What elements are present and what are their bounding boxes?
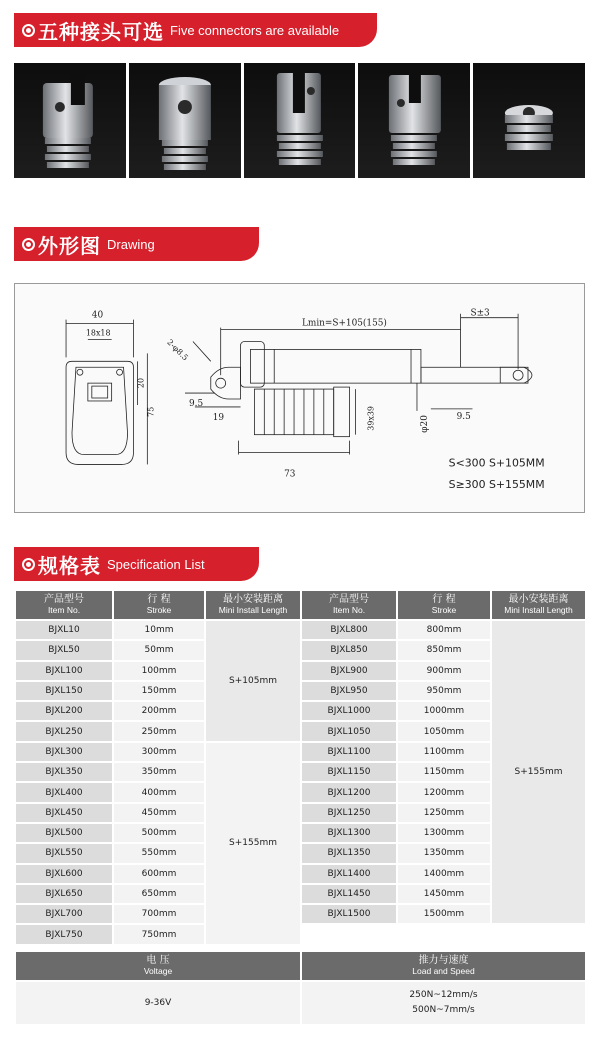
spec-banner <box>14 547 259 581</box>
header-load: 推力与速度 Load and Speed <box>302 952 585 980</box>
stroke-cell: 1450mm <box>398 885 490 903</box>
item-cell: BJXL250 <box>16 722 112 740</box>
drawing-title-cn: 外形图 <box>38 233 101 258</box>
item-cell: BJXL650 <box>16 885 112 903</box>
empty-cell <box>302 925 490 943</box>
stroke-cell: 450mm <box>114 804 204 822</box>
stroke-cell: 700mm <box>114 905 204 923</box>
note-line-2: S≥300 S+155MM <box>448 478 545 492</box>
stroke-cell: 950mm <box>398 682 490 700</box>
stroke-cell: 850mm <box>398 641 490 659</box>
stroke-cell: 1000mm <box>398 702 490 720</box>
header-stroke-right: 行 程 Stroke <box>398 591 490 619</box>
dim-lmin: Lmin=S+105(155) <box>301 318 387 329</box>
connector-photo-nut <box>473 63 585 178</box>
table-row <box>16 925 585 943</box>
dim-75: 75 <box>146 406 156 417</box>
item-cell: BJXL1300 <box>302 824 396 842</box>
end-view <box>66 320 147 465</box>
dim-chamfer: 2-φ8.5 <box>165 337 190 363</box>
item-cell: BJXL450 <box>16 804 112 822</box>
stroke-cell: 50mm <box>114 641 204 659</box>
stroke-cell: 750mm <box>114 925 204 943</box>
item-cell: BJXL550 <box>16 844 112 862</box>
dim-phi20: φ20 <box>419 415 430 433</box>
item-cell: BJXL1400 <box>302 865 396 883</box>
install-long-left-cell: S+155mm <box>206 743 300 944</box>
stroke-cell: 10mm <box>114 621 204 639</box>
note-line-1: S<300 S+105MM <box>448 456 545 470</box>
load-values <box>302 982 585 1024</box>
item-cell: BJXL300 <box>16 743 112 761</box>
item-cell: BJXL1450 <box>302 885 396 903</box>
stroke-cell: 1050mm <box>398 722 490 740</box>
connectors-title-cn: 五种接头可选 <box>38 19 164 44</box>
stroke-cell: 350mm <box>114 763 204 781</box>
install-short-cell: S+105mm <box>206 621 300 741</box>
stroke-cell: 100mm <box>114 662 204 680</box>
stroke-cell: 1100mm <box>398 743 490 761</box>
bullet-circle-icon <box>22 238 35 251</box>
stroke-cell: 1400mm <box>398 865 490 883</box>
item-cell: BJXL1150 <box>302 763 396 781</box>
item-cell: BJXL1050 <box>302 722 396 740</box>
header-item-right: 产品型号 Item No. <box>302 591 396 619</box>
item-cell: BJXL50 <box>16 641 112 659</box>
item-cell: BJXL1200 <box>302 783 396 801</box>
stroke-cell: 800mm <box>398 621 490 639</box>
bullet-circle-icon <box>22 558 35 571</box>
stroke-cell: 1500mm <box>398 905 490 923</box>
connector-photo-clevis <box>244 63 356 178</box>
stroke-cell: 900mm <box>398 662 490 680</box>
dim-73: 73 <box>284 469 296 480</box>
header-install-left: 最小安装距离 Mini Install Length <box>206 591 300 619</box>
technical-drawing <box>14 283 585 513</box>
voltage-value: 9-36V <box>16 982 300 1024</box>
item-cell: BJXL1000 <box>302 702 396 720</box>
item-cell: BJXL1100 <box>302 743 396 761</box>
header-item-left: 产品型号 Item No. <box>16 591 112 619</box>
stroke-cell: 150mm <box>114 682 204 700</box>
stroke-cell: 250mm <box>114 722 204 740</box>
item-cell: BJXL10 <box>16 621 112 639</box>
item-cell: BJXL600 <box>16 865 112 883</box>
item-cell: BJXL800 <box>302 621 396 639</box>
stroke-cell: 600mm <box>114 865 204 883</box>
header-stroke-left: 行 程 Stroke <box>114 591 204 619</box>
dim-stroke: S±3 <box>470 308 490 319</box>
connector-photos <box>14 63 585 178</box>
load-value-1: 250N~12mm/s <box>409 990 478 1000</box>
item-cell: BJXL200 <box>16 702 112 720</box>
item-cell: BJXL1500 <box>302 905 396 923</box>
dim-18x18: 18x18 <box>85 328 111 338</box>
side-view <box>185 314 532 455</box>
stroke-cell: 1200mm <box>398 783 490 801</box>
connectors-banner <box>14 13 377 47</box>
item-cell: BJXL750 <box>16 925 112 943</box>
item-cell: BJXL150 <box>16 682 112 700</box>
item-cell: BJXL950 <box>302 682 396 700</box>
header-voltage: 电 压 Voltage <box>16 952 300 980</box>
dim-39x39: 39x39 <box>366 406 376 431</box>
stroke-cell: 1250mm <box>398 804 490 822</box>
stroke-cell: 1300mm <box>398 824 490 842</box>
dim-40: 40 <box>91 310 104 321</box>
stroke-cell: 300mm <box>114 743 204 761</box>
dim-9-5-left: 9.5 <box>188 398 204 409</box>
connectors-title-en: Five connectors are available <box>170 22 340 38</box>
header-install-right: 最小安装距离 Mini Install Length <box>492 591 585 619</box>
bullet-circle-icon <box>22 24 35 37</box>
connector-photo-crosshole <box>129 63 241 178</box>
drawing-banner <box>14 227 259 261</box>
stroke-cell: 400mm <box>114 783 204 801</box>
dim-9-5-right: 9.5 <box>456 411 471 422</box>
spec-table <box>14 589 587 946</box>
dim-20: 20 <box>136 377 146 389</box>
item-cell: BJXL700 <box>16 905 112 923</box>
dim-19: 19 <box>212 412 225 423</box>
item-cell: BJXL350 <box>16 763 112 781</box>
item-cell: BJXL850 <box>302 641 396 659</box>
stroke-cell: 650mm <box>114 885 204 903</box>
stroke-cell: 500mm <box>114 824 204 842</box>
voltage-table <box>14 950 587 1026</box>
spec-title-en: Specification List <box>107 556 205 572</box>
item-cell: BJXL900 <box>302 662 396 680</box>
drawing-title-en: Drawing <box>107 236 155 252</box>
item-cell: BJXL400 <box>16 783 112 801</box>
item-cell: BJXL1350 <box>302 844 396 862</box>
empty-cell <box>492 925 585 943</box>
connector-photo-fork <box>14 63 126 178</box>
item-cell: BJXL500 <box>16 824 112 842</box>
item-cell: BJXL1250 <box>302 804 396 822</box>
spec-title-cn: 规格表 <box>38 553 101 578</box>
install-long-right-cell: S+155mm <box>492 621 585 923</box>
load-value-2: 500N~7mm/s <box>412 1005 475 1015</box>
connector-photo-wide-clevis <box>358 63 470 178</box>
stroke-cell: 200mm <box>114 702 204 720</box>
table-row <box>16 621 585 639</box>
item-cell: BJXL100 <box>16 662 112 680</box>
stroke-cell: 550mm <box>114 844 204 862</box>
stroke-cell: 1350mm <box>398 844 490 862</box>
stroke-cell: 1150mm <box>398 763 490 781</box>
